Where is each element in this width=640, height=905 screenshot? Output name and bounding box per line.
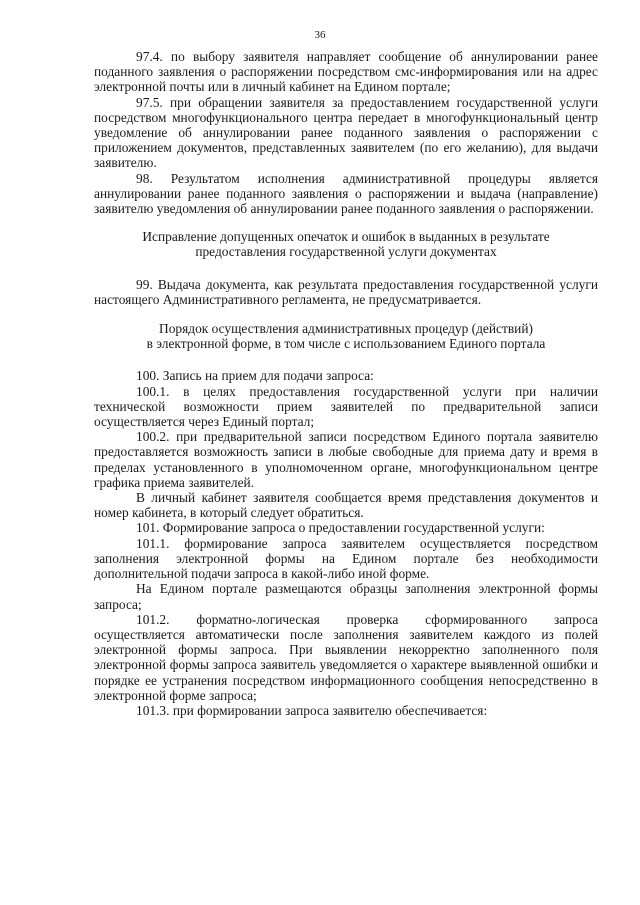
paragraph-97-4: 97.4. по выбору заявителя направляет сообщение об аннулировании ранее поданного заявления о распоряжении посредством смс-информирования или на адрес электронной почты или в личный кабинет на Едином портале; bbox=[94, 49, 598, 95]
heading-line: в электронной форме, в том числе с использованием Единого портала bbox=[146, 336, 546, 352]
heading-line: Порядок осуществления административных процедур (действий) bbox=[159, 321, 533, 337]
document-body bbox=[94, 49, 598, 718]
paragraph-100-1: 100.1. в целях предоставления государственной услуги при наличии технической возможности прием заявителей по предварительной записи осуществляется через Единый портал; bbox=[94, 383, 598, 430]
paragraph-101-2: 101.2. форматно-логическая проверка сформированного запроса осуществляется автоматически после заполнения заявителем каждого из полей электронной формы запроса. При выявлении некорректно заполненного поля электронной формы запроса заявитель уведомляется о характере выявленной ошибки и порядке ее устранения посредством информационного сообщения непосредственно в электронной форме запроса; bbox=[94, 611, 598, 703]
paragraph-100-2: 100.2. при предварительной записи посредством Единого портала заявителю предоставляется возможность записи в любые свободные для приема дату и время в пределах установленного в уполномоченном органе, многофункциональном центре графика приема заявителей. bbox=[94, 429, 598, 490]
paragraph-form-samples: На Едином портале размещаются образцы заполнения электронной формы запроса; bbox=[94, 581, 598, 612]
section-heading-corrections bbox=[94, 229, 598, 259]
paragraph-101-1: 101.1. формирование запроса заявителем осуществляется посредством заполнения электронной формы на Едином портале без необходимости дополнительной подачи запроса в какой-либо иной форме. bbox=[94, 535, 598, 582]
section-heading-electronic-procedures bbox=[94, 321, 598, 351]
paragraph-97-5: 97.5. при обращении заявителя за предоставлением государственной услуги посредством многофункционального центра передает в многофункциональный центр уведомление об аннулировании ранее поданного заявления о распоряжении с приложением документов, представленных заявителем (по его желанию), для выдачи заявителю. bbox=[94, 94, 598, 171]
paragraph-personal-cabinet: В личный кабинет заявителя сообщается время представления документов и номер кабинета, в который следует обратиться. bbox=[94, 490, 598, 521]
heading-line: Исправление допущенных опечаток и ошибок в выданных в результате bbox=[142, 229, 550, 245]
heading-line: предоставления государственной услуги документах bbox=[195, 244, 497, 260]
paragraph-98: 98. Результатом исполнения административной процедуры является аннулировании ранее поданного заявления о распоряжении и выдача (направление) заявителю уведомления об аннулировании ранее поданного заявления о распоряжении. bbox=[94, 170, 598, 217]
paragraph-100: 100. Запись на прием для подачи запроса: bbox=[136, 368, 374, 384]
paragraph-101: 101. Формирование запроса о предоставлении государственной услуги: bbox=[136, 520, 545, 536]
paragraph-99: 99. Выдача документа, как результата предоставления государственной услуги настоящего Административного регламента, не предусматривается. bbox=[94, 276, 598, 307]
page-number: 36 bbox=[314, 29, 326, 41]
paragraph-101-3: 101.3. при формировании запроса заявителю обеспечивается: bbox=[136, 702, 488, 718]
